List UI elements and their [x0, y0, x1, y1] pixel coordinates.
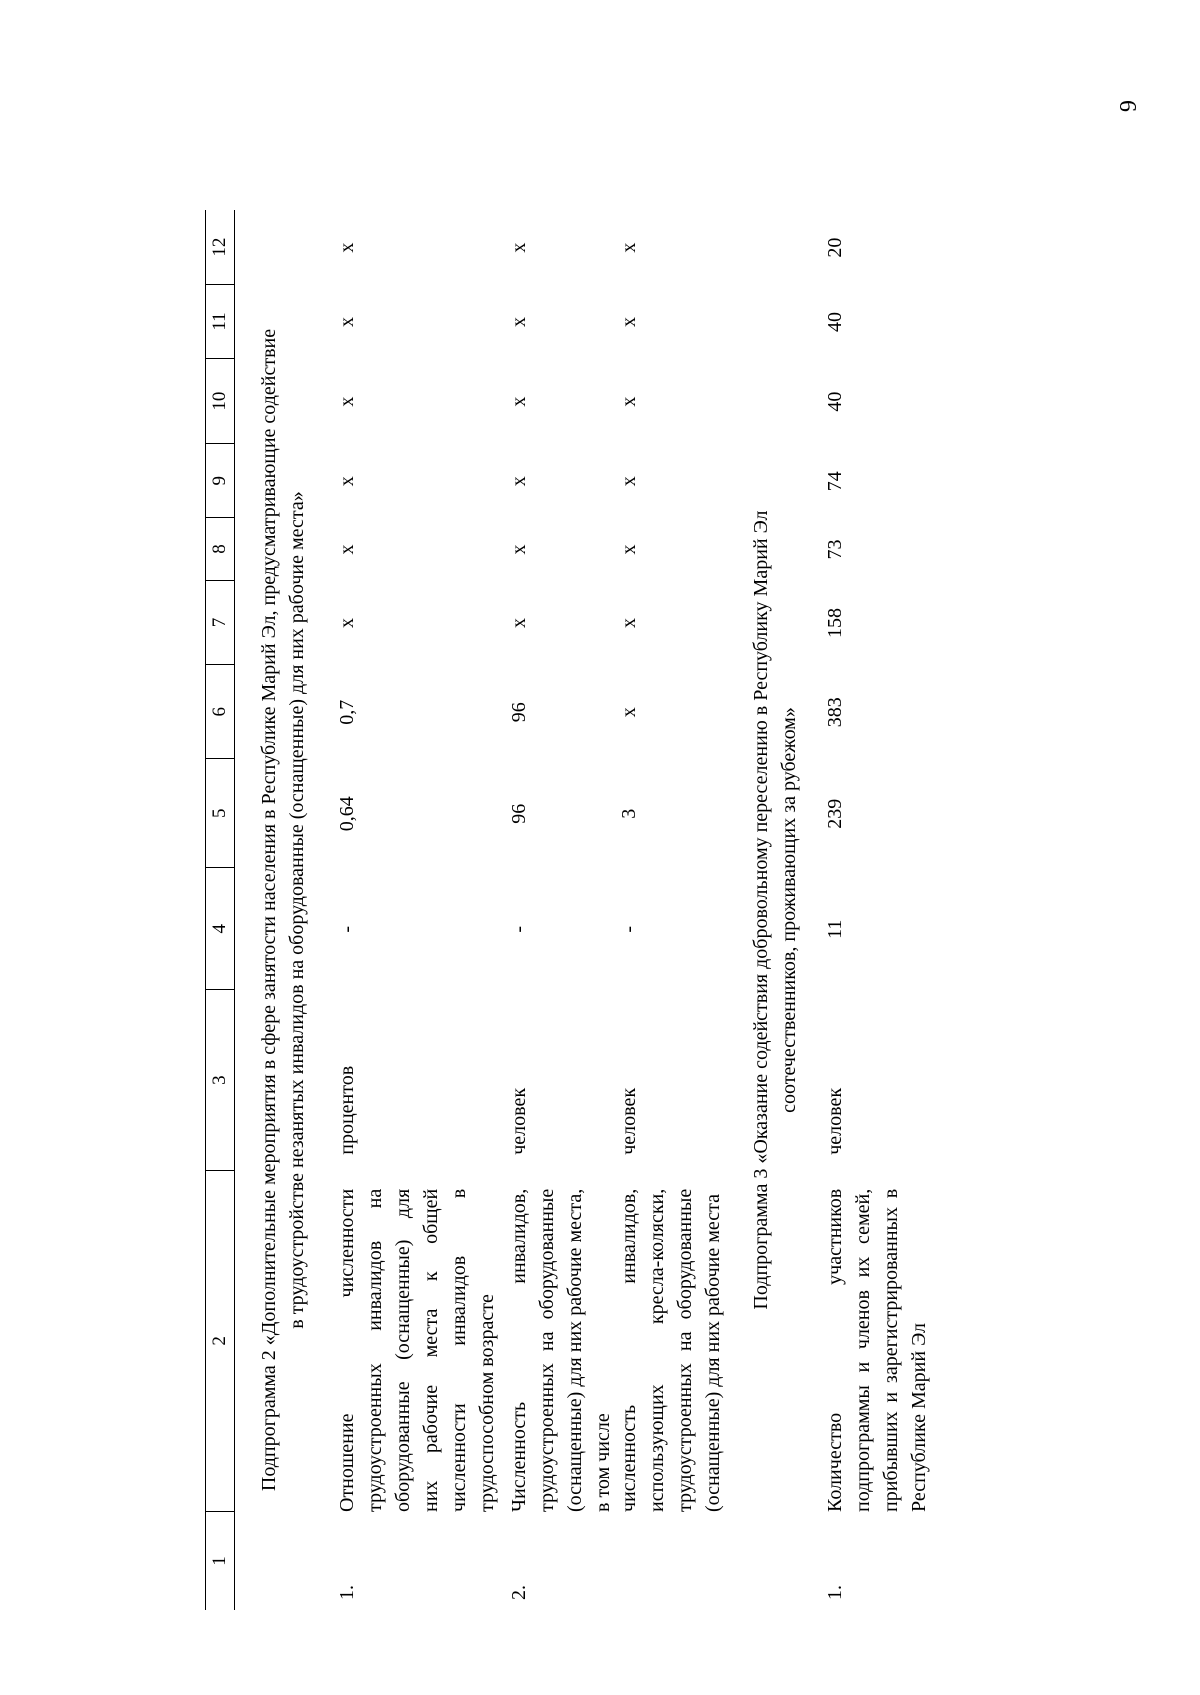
- value-col-4: -: [508, 925, 530, 933]
- section-2-title-line1: Подпрограмма 2 «Дополнительные мероприятия в сфере занятости населения в Республике Марий Эл, предусматривающие содействие: [258, 328, 280, 1492]
- value-col-12: x: [618, 242, 640, 253]
- value-col-6: 383: [824, 697, 846, 728]
- header-col-9: 9: [206, 445, 234, 519]
- value-col-4: -: [336, 925, 358, 933]
- value-col-9: x: [336, 476, 358, 487]
- section-3-title-line1: Подпрограмма 3 «Оказание содействия добровольному переселению в Республику Марий Эл: [750, 510, 772, 1310]
- value-col-11: x: [336, 317, 358, 327]
- value-col-8: x: [336, 544, 358, 555]
- value-col-10: x: [508, 396, 530, 407]
- header-col-11: 11: [206, 285, 234, 359]
- table-header-row: [205, 210, 235, 1610]
- section-3-title-line2: соотечественников, проживающих за рубежом»: [778, 707, 800, 1113]
- value-col-11: x: [508, 317, 530, 327]
- value-col-7: x: [508, 618, 530, 628]
- value-col-5: 96: [508, 803, 530, 824]
- value-col-9: x: [618, 476, 640, 487]
- value-col-10: x: [618, 396, 640, 407]
- value-col-9: 74: [824, 471, 846, 492]
- header-col-3: 3: [206, 991, 234, 1171]
- value-col-7: 158: [824, 608, 846, 638]
- value-col-5: 0,64: [336, 796, 358, 832]
- rotated-table-page: [205, 210, 1200, 1610]
- indicator-name: Количество участников подпрограммы и членов их семей, прибывших и зарегистрированных в Республике Марий Эл: [824, 1188, 930, 1512]
- row-number: 1.: [824, 1585, 846, 1600]
- unit-of-measure: процентов: [336, 1065, 358, 1155]
- unit-of-measure: человек: [618, 1087, 640, 1155]
- value-col-6: 96: [508, 702, 530, 723]
- value-col-5: 239: [824, 798, 846, 829]
- indicator-name: Отношение численности трудоустроенных инвалидов на оборудованные (оснащенные) для них рабочие места к общей численности инвалидов в трудоспособном возрасте: [336, 1188, 498, 1512]
- indicator-name: численность инвалидов, использующих кресла-коляски, трудоустроенных на оборудованные (оснащенные) для них рабочие места: [618, 1188, 724, 1512]
- value-col-12: 20: [824, 237, 846, 258]
- header-col-4: 4: [206, 868, 234, 991]
- value-col-4: 11: [824, 919, 846, 939]
- value-col-6: x: [618, 707, 640, 718]
- header-col-5: 5: [206, 760, 234, 869]
- page-number: 6: [1114, 100, 1140, 112]
- value-col-8: x: [618, 544, 640, 555]
- value-col-4: -: [618, 925, 640, 933]
- unit-of-measure: человек: [824, 1087, 846, 1155]
- indicator-name: Численность инвалидов, трудоустроенных на оборудованные (оснащенные) для них рабочие места, в том числе: [508, 1188, 614, 1512]
- row-number: 1.: [336, 1585, 358, 1600]
- header-col-6: 6: [206, 665, 234, 760]
- value-col-12: x: [336, 242, 358, 253]
- header-col-12: 12: [206, 210, 234, 285]
- value-col-10: 40: [824, 391, 846, 412]
- header-col-8: 8: [206, 518, 234, 581]
- value-col-9: x: [508, 476, 530, 487]
- header-col-2: 2: [206, 1171, 234, 1512]
- value-col-8: x: [508, 544, 530, 555]
- value-col-5: 3: [618, 808, 640, 819]
- value-col-8: 73: [824, 539, 846, 560]
- value-col-10: x: [336, 396, 358, 407]
- header-col-10: 10: [206, 359, 234, 445]
- header-col-1: 1: [209, 1556, 230, 1566]
- value-col-6: 0,7: [336, 699, 358, 725]
- value-col-11: 40: [824, 312, 846, 332]
- section-2-title-line2: в трудоустройстве незанятых инвалидов на оборудованные (оснащенные) для них рабочие места»: [286, 491, 308, 1329]
- unit-of-measure: человек: [508, 1087, 530, 1155]
- value-col-11: x: [618, 317, 640, 327]
- value-col-7: x: [618, 618, 640, 628]
- header-col-7: 7: [206, 581, 234, 665]
- value-col-7: x: [336, 618, 358, 628]
- value-col-12: x: [508, 242, 530, 253]
- row-number: 2.: [508, 1585, 530, 1600]
